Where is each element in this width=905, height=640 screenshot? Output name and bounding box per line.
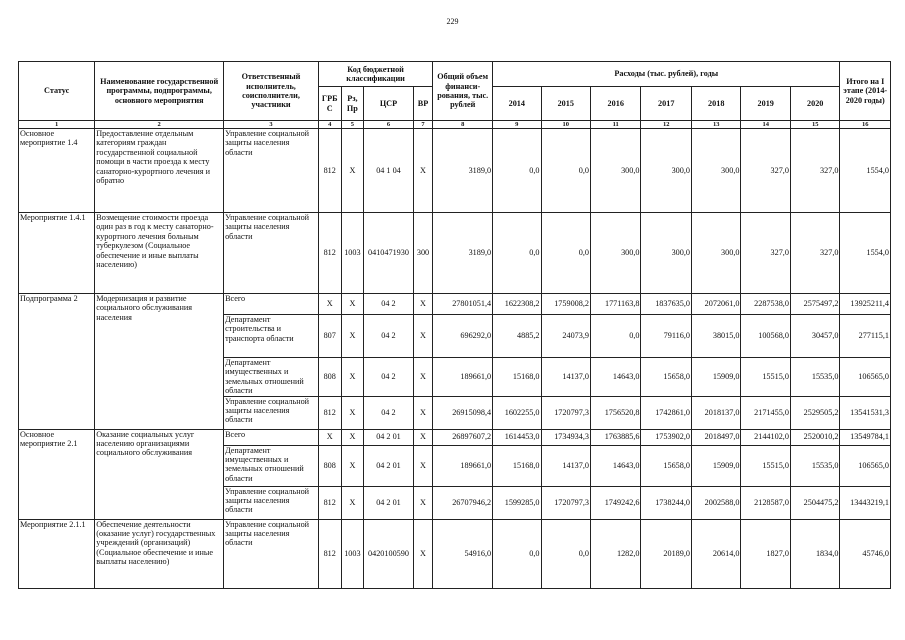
year-value-cell: 14643,0 [590,358,641,397]
year-value-cell: 1759008,2 [541,294,590,315]
header-status: Статус [19,62,95,121]
year-value-cell: 15535,0 [790,358,840,397]
vr-cell: Х [413,396,433,429]
year-value-cell: 15909,0 [691,445,740,486]
header-year: 2020 [790,87,840,121]
vr-cell: Х [413,429,433,445]
year-value-cell: 2018137,0 [691,396,740,429]
vr-cell: Х [413,445,433,486]
grbs-cell: 812 [318,519,341,588]
rzpr-cell: Х [341,129,364,213]
year-value-cell: 1614453,0 [493,429,541,445]
year-value-cell: 1742861,0 [641,396,692,429]
year-value-cell: 1753902,0 [641,429,692,445]
status-cell: Подпрограмма 2 [19,294,95,430]
year-value-cell: 38015,0 [691,315,740,358]
total-volume-cell: 27801051,4 [433,294,493,315]
rzpr-cell: Х [341,315,364,358]
header-total-volume: Общий объем финанси-рования, тыс. рублей [433,62,493,121]
year-value-cell: 15658,0 [641,358,692,397]
rzpr-cell: Х [341,429,364,445]
itogo-cell: 106565,0 [840,358,891,397]
itogo-cell: 13541531,3 [840,396,891,429]
responsible-cell: Управление социальной защиты населения области [224,213,319,294]
table-row [19,519,891,588]
status-cell: Мероприятие 2.1.1 [19,519,95,588]
year-value-cell: 0,0 [541,129,590,213]
year-value-cell: 15168,0 [493,445,541,486]
itogo-cell: 13549784,1 [840,429,891,445]
csr-cell: 04 2 01 [364,445,413,486]
year-value-cell: 4885,2 [493,315,541,358]
table-row [19,213,891,294]
page-number: 229 [446,17,459,26]
status-cell: Основное мероприятие 1.4 [19,129,95,213]
year-value-cell: 2171455,0 [741,396,790,429]
responsible-cell: Департамент строительства и транспорта области [224,315,319,358]
year-value-cell: 2072061,0 [691,294,740,315]
year-value-cell: 1602255,0 [493,396,541,429]
year-value-cell: 1837635,0 [641,294,692,315]
total-volume-cell: 3189,0 [433,129,493,213]
year-value-cell: 1734934,3 [541,429,590,445]
grbs-cell: Х [318,429,341,445]
year-value-cell: 15168,0 [493,358,541,397]
year-value-cell: 15515,0 [741,445,790,486]
total-volume-cell: 696292,0 [433,315,493,358]
year-value-cell: 0,0 [493,519,541,588]
rzpr-cell: Х [341,294,364,315]
rzpr-cell: Х [341,445,364,486]
column-number: 16 [840,121,891,129]
responsible-cell: Управление социальной защиты населения области [224,129,319,213]
column-number: 5 [341,121,364,129]
column-number: 9 [493,121,541,129]
status-cell: Основное мероприятие 2.1 [19,429,95,519]
year-value-cell: 2504475,2 [790,486,840,519]
vr-cell: Х [413,129,433,213]
column-number-row [19,121,891,129]
table-row [19,129,891,213]
column-number: 3 [224,121,319,129]
responsible-cell: Всего [224,429,319,445]
column-number: 6 [364,121,413,129]
csr-cell: 04 1 04 [364,129,413,213]
year-value-cell: 2018497,0 [691,429,740,445]
grbs-cell: 812 [318,486,341,519]
column-number: 15 [790,121,840,129]
header-budget-code: Код бюджетной классификации [318,62,432,87]
year-value-cell: 327,0 [790,129,840,213]
responsible-cell: Всего [224,294,319,315]
year-value-cell: 15535,0 [790,445,840,486]
table-row [19,429,891,445]
grbs-cell: 812 [318,129,341,213]
year-value-cell: 327,0 [741,213,790,294]
csr-cell: 04 2 [364,396,413,429]
year-value-cell: 300,0 [641,129,692,213]
rzpr-cell: 1003 [341,519,364,588]
column-number: 8 [433,121,493,129]
column-number: 10 [541,121,590,129]
itogo-cell: 45746,0 [840,519,891,588]
year-value-cell: 100568,0 [741,315,790,358]
total-volume-cell: 54916,0 [433,519,493,588]
itogo-cell: 13925211,4 [840,294,891,315]
total-volume-cell: 189661,0 [433,445,493,486]
csr-cell: 04 2 01 [364,486,413,519]
vr-cell: 300 [413,213,433,294]
grbs-cell: 808 [318,445,341,486]
column-number: 13 [691,121,740,129]
csr-cell: 04 2 [364,294,413,315]
column-number: 7 [413,121,433,129]
year-value-cell: 1599285,0 [493,486,541,519]
year-value-cell: 1622308,2 [493,294,541,315]
year-value-cell: 20614,0 [691,519,740,588]
year-value-cell: 327,0 [741,129,790,213]
header-year: 2014 [493,87,541,121]
total-volume-cell: 26915098,4 [433,396,493,429]
table-row [19,294,891,315]
year-value-cell: 1749242,6 [590,486,641,519]
header-year: 2016 [590,87,641,121]
itogo-cell: 13443219,1 [840,486,891,519]
program-name-cell: Модернизация и развитие социального обслуживания населения [95,294,224,430]
header-itogo: Итого на I этапе (2014-2020 годы) [840,62,891,121]
year-value-cell: 20189,0 [641,519,692,588]
table-body [19,129,891,589]
header-year: 2017 [641,87,692,121]
rzpr-cell: Х [341,396,364,429]
column-number: 2 [95,121,224,129]
column-number: 14 [741,121,790,129]
year-value-cell: 1738244,0 [641,486,692,519]
year-value-cell: 1282,0 [590,519,641,588]
year-value-cell: 1834,0 [790,519,840,588]
column-number: 11 [590,121,641,129]
vr-cell: Х [413,486,433,519]
year-value-cell: 2575497,2 [790,294,840,315]
year-value-cell: 79116,0 [641,315,692,358]
responsible-cell: Управление социальной защиты населения области [224,519,319,588]
header-vr: ВР [413,87,433,121]
budget-table [18,61,891,589]
vr-cell: Х [413,294,433,315]
year-value-cell: 14137,0 [541,445,590,486]
grbs-cell: 808 [318,358,341,397]
year-value-cell: 0,0 [541,519,590,588]
year-value-cell: 1827,0 [741,519,790,588]
total-volume-cell: 26707946,2 [433,486,493,519]
year-value-cell: 2144102,0 [741,429,790,445]
header-grbs: ГРБ С [318,87,341,121]
responsible-cell: Департамент имущественных и земельных отношений области [224,358,319,397]
year-value-cell: 1720797,3 [541,486,590,519]
grbs-cell: 812 [318,396,341,429]
itogo-cell: 1554,0 [840,213,891,294]
header-year: 2015 [541,87,590,121]
year-value-cell: 0,0 [493,213,541,294]
total-volume-cell: 26897607,2 [433,429,493,445]
year-value-cell: 300,0 [691,129,740,213]
year-value-cell: 1756520,8 [590,396,641,429]
vr-cell: Х [413,519,433,588]
column-number: 12 [641,121,692,129]
year-value-cell: 1771163,8 [590,294,641,315]
header-expenses: Расходы (тыс. рублей), годы [493,62,840,87]
csr-cell: 04 2 [364,315,413,358]
column-number: 1 [19,121,95,129]
total-volume-cell: 3189,0 [433,213,493,294]
vr-cell: Х [413,315,433,358]
csr-cell: 04 2 01 [364,429,413,445]
header-csr: ЦСР [364,87,413,121]
year-value-cell: 0,0 [541,213,590,294]
header-year: 2018 [691,87,740,121]
program-name-cell: Обеспечение деятельности (оказание услуг) государственных учреждений (организаций) (Социальное обеспечение и иные выплаты населению) [95,519,224,588]
year-value-cell: 300,0 [641,213,692,294]
year-value-cell: 0,0 [590,315,641,358]
total-volume-cell: 189661,0 [433,358,493,397]
year-value-cell: 2002588,0 [691,486,740,519]
header-year: 2019 [741,87,790,121]
csr-cell: 0410471930 [364,213,413,294]
year-value-cell: 14643,0 [590,445,641,486]
vr-cell: Х [413,358,433,397]
grbs-cell: Х [318,294,341,315]
year-value-cell: 327,0 [790,213,840,294]
year-value-cell: 14137,0 [541,358,590,397]
grbs-cell: 807 [318,315,341,358]
csr-cell: 0420100590 [364,519,413,588]
status-cell: Мероприятие 1.4.1 [19,213,95,294]
table-header [19,62,891,129]
itogo-cell: 1554,0 [840,129,891,213]
year-value-cell: 300,0 [590,213,641,294]
year-value-cell: 2128587,0 [741,486,790,519]
year-value-cell: 2529505,2 [790,396,840,429]
year-value-cell: 1720797,3 [541,396,590,429]
year-value-cell: 0,0 [493,129,541,213]
header-program-name: Наименование государственной программы, подпрограммы, основного мероприятия [95,62,224,121]
csr-cell: 04 2 [364,358,413,397]
year-value-cell: 1763885,6 [590,429,641,445]
responsible-cell: Департамент имущественных и земельных отношений области [224,445,319,486]
itogo-cell: 277115,1 [840,315,891,358]
rzpr-cell: Х [341,486,364,519]
responsible-cell: Управление социальной защиты населения области [224,486,319,519]
year-value-cell: 15515,0 [741,358,790,397]
year-value-cell: 30457,0 [790,315,840,358]
year-value-cell: 300,0 [691,213,740,294]
year-value-cell: 2520010,2 [790,429,840,445]
year-value-cell: 300,0 [590,129,641,213]
rzpr-cell: Х [341,358,364,397]
program-name-cell: Предоставление отдельным категориям граждан государственной социальной помощи в части проезда к месту санаторно-курортного лечения и обратно [95,129,224,213]
itogo-cell: 106565,0 [840,445,891,486]
grbs-cell: 812 [318,213,341,294]
responsible-cell: Управление социальной защиты населения области [224,396,319,429]
year-value-cell: 2287538,0 [741,294,790,315]
column-number: 4 [318,121,341,129]
year-value-cell: 24073,9 [541,315,590,358]
header-rzpr: Рз, Пр [341,87,364,121]
program-name-cell: Оказание социальных услуг населению организациями социального обслуживания [95,429,224,519]
year-value-cell: 15909,0 [691,358,740,397]
header-responsible: Ответственный исполнитель, соисполнители, участники [224,62,319,121]
rzpr-cell: 1003 [341,213,364,294]
program-name-cell: Возмещение стоимости проезда один раз в год к месту санаторно-курортного лечения больным туберкулезом (Социальное обеспечение и иные выплаты населению) [95,213,224,294]
year-value-cell: 15658,0 [641,445,692,486]
